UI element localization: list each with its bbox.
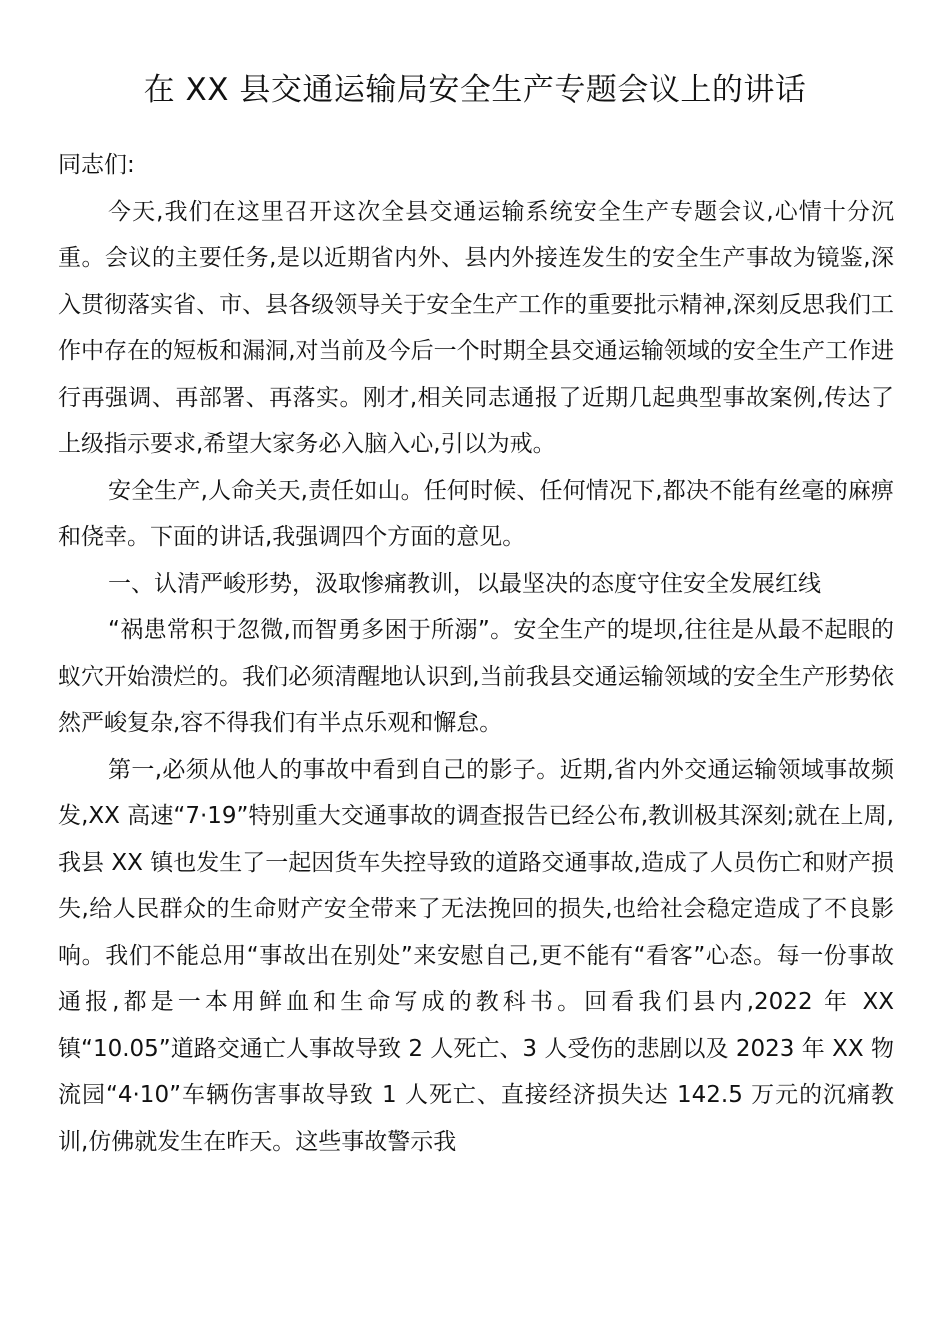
- paragraph-opening: 今天,我们在这里召开这次全县交通运输系统安全生产专题会议,心情十分沉重。会议的主要任务,是以近期省内外、县内外接连发生的安全生产事故为镜鉴,深入贯彻落实省、市、县各级领导关于安全生产工作的重要批示精神,深刻反思我们工作中存在的短板和漏洞,对当前及今后一个时期全县交通运输领域的安全生产工作进行再强调、再部署、再落实。刚才,相关同志通报了近期几起典型事故案例,传达了上级指示要求,希望大家务必入脑入心,引以为戒。: [58, 198, 894, 457]
- document-body: [58, 142, 894, 1165]
- paragraph-safety-principle: 安全生产,人命关天,责任如山。任何时候、任何情况下,都决不能有丝毫的麻痹和侥幸。下面的讲话,我强调四个方面的意见。: [58, 477, 894, 550]
- document-title: 在 XX 县交通运输局安全生产专题会议上的讲话: [143, 72, 807, 108]
- salutation: 同志们:: [58, 152, 135, 178]
- paragraph-first-point: 第一,必须从他人的事故中看到自己的影子。近期,省内外交通运输领域事故频发,XX 高速“7·19”特别重大交通事故的调查报告已经公布,教训极其深刻;就在上周,我县 XX 镇也发生了一起因货车失控导致的道路交通事故,造成了人员伤亡和财产损失,给人民群众的生命财产安全带来了无法挽回的损失,也给社会稳定造成了不良影响。我们不能总用“事故出在别处”来安慰自己,更不能有“看客”心态。每一份事故通报,都是一本用鲜血和生命写成的教科书。回看我们县内,2022 年 XX 镇“10.05”道路交通亡人事故导致 2 人死亡、3 人受伤的悲剧以及 2023 年 XX 物流园“4·10”车辆伤害事故导致 1 人死亡、直接经济损失达 142.5 万元的沉痛教训,仿佛就发生在昨天。这些事故警示我: [58, 756, 894, 1155]
- paragraph-quote: “祸患常积于忽微,而智勇多困于所溺”。安全生产的堤坝,往往是从最不起眼的蚁穴开始溃烂的。我们必须清醒地认识到,当前我县交通运输领域的安全生产形势依然严峻复杂,容不得我们有半点乐观和懈怠。: [58, 617, 894, 736]
- section-heading-1: 一、认清严峻形势，汲取惨痛教训，以最坚决的态度守住安全发展红线: [108, 570, 821, 597]
